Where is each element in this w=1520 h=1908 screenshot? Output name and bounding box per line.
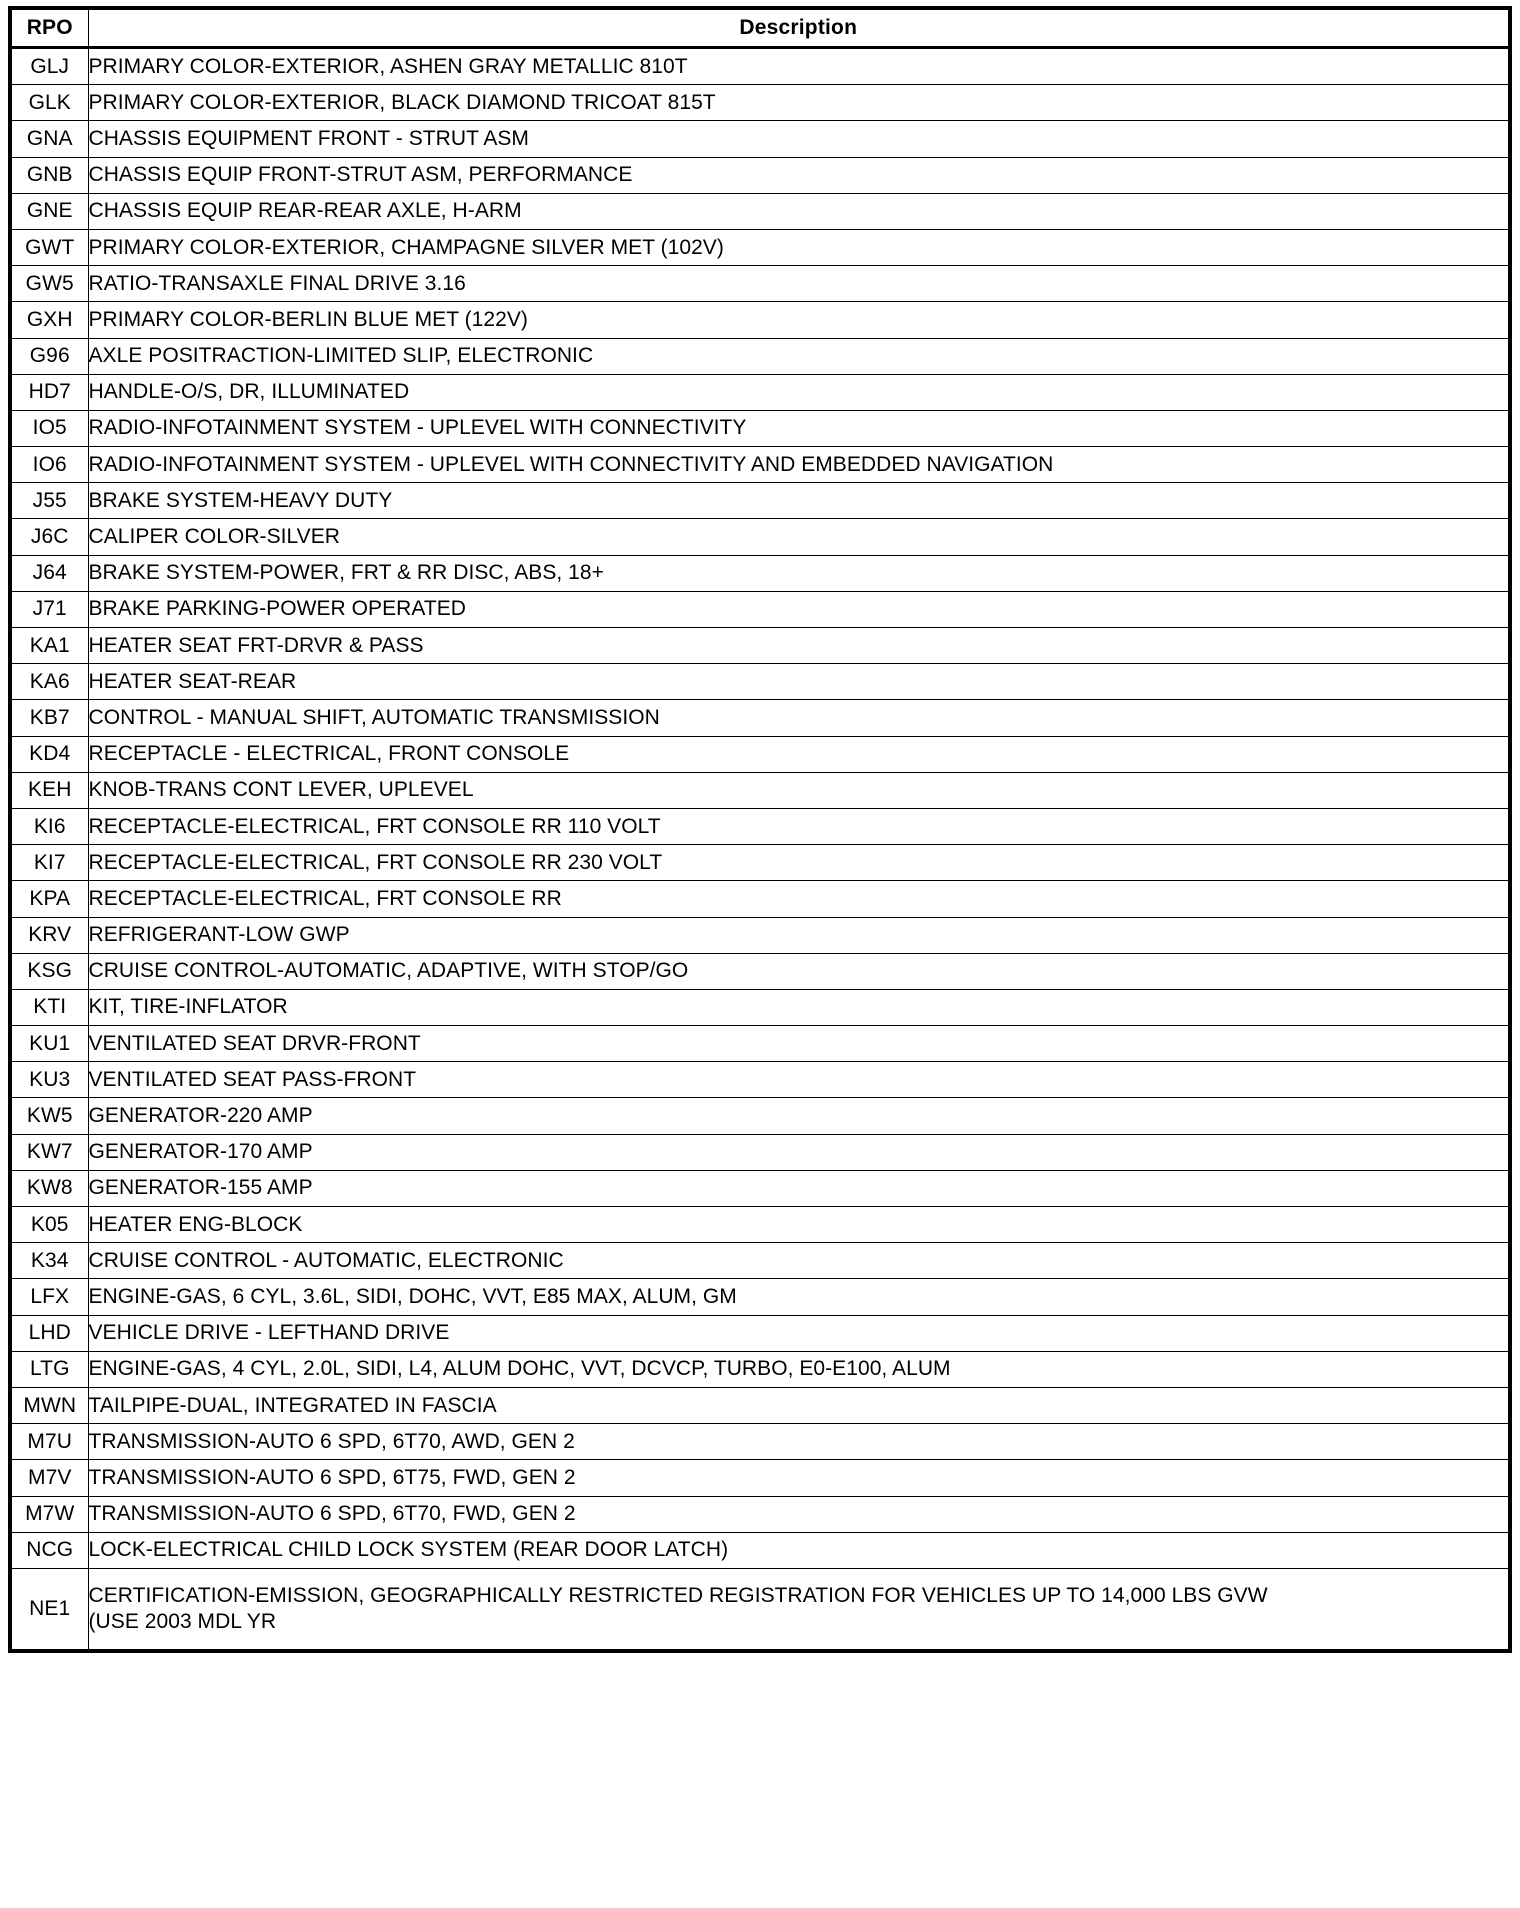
cell-description: RADIO-INFOTAINMENT SYSTEM - UPLEVEL WITH CONNECTIVITY bbox=[88, 410, 1510, 446]
table-row bbox=[10, 628, 1510, 664]
cell-rpo-code: KSG bbox=[10, 953, 88, 989]
cell-rpo-code: KW5 bbox=[10, 1098, 88, 1134]
cell-rpo-code: KW7 bbox=[10, 1134, 88, 1170]
cell-rpo-code: J6C bbox=[10, 519, 88, 555]
cell-rpo-code: KA1 bbox=[10, 628, 88, 664]
cell-rpo-code: HD7 bbox=[10, 374, 88, 410]
cell-rpo-code: J71 bbox=[10, 591, 88, 627]
table-row bbox=[10, 1532, 1510, 1568]
cell-description: BRAKE PARKING-POWER OPERATED bbox=[88, 591, 1510, 627]
table-row bbox=[10, 772, 1510, 808]
table-row bbox=[10, 302, 1510, 338]
cell-rpo-code: LTG bbox=[10, 1351, 88, 1387]
cell-rpo-code: IO6 bbox=[10, 447, 88, 483]
cell-rpo-code: NCG bbox=[10, 1532, 88, 1568]
cell-rpo-code: K05 bbox=[10, 1207, 88, 1243]
cell-description: HEATER SEAT FRT-DRVR & PASS bbox=[88, 628, 1510, 664]
table-row bbox=[10, 1098, 1510, 1134]
cell-description: CHASSIS EQUIPMENT FRONT - STRUT ASM bbox=[88, 121, 1510, 157]
cell-description: RECEPTACLE-ELECTRICAL, FRT CONSOLE RR 110 VOLT bbox=[88, 808, 1510, 844]
table-row bbox=[10, 229, 1510, 265]
cell-rpo-code: G96 bbox=[10, 338, 88, 374]
cell-description: GENERATOR-155 AMP bbox=[88, 1170, 1510, 1206]
cell-description: BRAKE SYSTEM-POWER, FRT & RR DISC, ABS, 18+ bbox=[88, 555, 1510, 591]
cell-description: CRUISE CONTROL - AUTOMATIC, ELECTRONIC bbox=[88, 1243, 1510, 1279]
cell-description: LOCK-ELECTRICAL CHILD LOCK SYSTEM (REAR DOOR LATCH) bbox=[88, 1532, 1510, 1568]
table-row bbox=[10, 808, 1510, 844]
table-row bbox=[10, 48, 1510, 85]
table-row bbox=[10, 736, 1510, 772]
cell-rpo-code: KW8 bbox=[10, 1170, 88, 1206]
cell-rpo-code: KB7 bbox=[10, 700, 88, 736]
table-row bbox=[10, 374, 1510, 410]
cell-rpo-code: J55 bbox=[10, 483, 88, 519]
cell-rpo-code: KI7 bbox=[10, 845, 88, 881]
table-row bbox=[10, 410, 1510, 446]
table-row bbox=[10, 917, 1510, 953]
table-row bbox=[10, 338, 1510, 374]
cell-description: PRIMARY COLOR-EXTERIOR, CHAMPAGNE SILVER MET (102V) bbox=[88, 229, 1510, 265]
cell-description: AXLE POSITRACTION-LIMITED SLIP, ELECTRONIC bbox=[88, 338, 1510, 374]
cell-description: VENTILATED SEAT DRVR-FRONT bbox=[88, 1026, 1510, 1062]
table-row bbox=[10, 1387, 1510, 1423]
table-header bbox=[10, 8, 1510, 48]
table-row bbox=[10, 85, 1510, 121]
table-row bbox=[10, 483, 1510, 519]
table-row bbox=[10, 157, 1510, 193]
cell-description: CHASSIS EQUIP FRONT-STRUT ASM, PERFORMANCE bbox=[88, 157, 1510, 193]
table-row bbox=[10, 1243, 1510, 1279]
table-row bbox=[10, 266, 1510, 302]
cell-rpo-code: GNB bbox=[10, 157, 88, 193]
table-row bbox=[10, 1134, 1510, 1170]
cell-description: REFRIGERANT-LOW GWP bbox=[88, 917, 1510, 953]
cell-rpo-code: GWT bbox=[10, 229, 88, 265]
cell-rpo-code: K34 bbox=[10, 1243, 88, 1279]
cell-description: ENGINE-GAS, 6 CYL, 3.6L, SIDI, DOHC, VVT, E85 MAX, ALUM, GM bbox=[88, 1279, 1510, 1315]
cell-rpo-code: NE1 bbox=[10, 1568, 88, 1651]
cell-rpo-code: KPA bbox=[10, 881, 88, 917]
table-row bbox=[10, 1207, 1510, 1243]
column-header-rpo: RPO bbox=[10, 8, 88, 48]
cell-rpo-code: J64 bbox=[10, 555, 88, 591]
cell-description: HANDLE-O/S, DR, ILLUMINATED bbox=[88, 374, 1510, 410]
cell-description: GENERATOR-170 AMP bbox=[88, 1134, 1510, 1170]
table-row bbox=[10, 121, 1510, 157]
cell-rpo-code: MWN bbox=[10, 1387, 88, 1423]
table-header-row bbox=[10, 8, 1510, 48]
cell-rpo-code: KTI bbox=[10, 989, 88, 1025]
cell-description: CRUISE CONTROL-AUTOMATIC, ADAPTIVE, WITH STOP/GO bbox=[88, 953, 1510, 989]
table-row bbox=[10, 1424, 1510, 1460]
cell-description: KIT, TIRE-INFLATOR bbox=[88, 989, 1510, 1025]
table-row bbox=[10, 1351, 1510, 1387]
cell-description: TAILPIPE-DUAL, INTEGRATED IN FASCIA bbox=[88, 1387, 1510, 1423]
cell-description: RECEPTACLE-ELECTRICAL, FRT CONSOLE RR 230 VOLT bbox=[88, 845, 1510, 881]
table-row bbox=[10, 1026, 1510, 1062]
table-row bbox=[10, 519, 1510, 555]
table-row bbox=[10, 555, 1510, 591]
cell-rpo-code: M7U bbox=[10, 1424, 88, 1460]
cell-rpo-code: IO5 bbox=[10, 410, 88, 446]
cell-rpo-code: GLK bbox=[10, 85, 88, 121]
cell-description-line: (USE 2003 MDL YR bbox=[88, 1609, 277, 1633]
table-body bbox=[10, 48, 1510, 1651]
cell-description: GENERATOR-220 AMP bbox=[88, 1098, 1510, 1134]
cell-description: VEHICLE DRIVE - LEFTHAND DRIVE bbox=[88, 1315, 1510, 1351]
table-row bbox=[10, 1315, 1510, 1351]
cell-description bbox=[88, 1568, 1510, 1651]
table-row bbox=[10, 845, 1510, 881]
cell-rpo-code: GNA bbox=[10, 121, 88, 157]
cell-description: RADIO-INFOTAINMENT SYSTEM - UPLEVEL WITH CONNECTIVITY AND EMBEDDED NAVIGATION bbox=[88, 447, 1510, 483]
rpo-code-table bbox=[8, 6, 1512, 1653]
cell-rpo-code: GNE bbox=[10, 193, 88, 229]
cell-rpo-code: GLJ bbox=[10, 48, 88, 85]
table-row bbox=[10, 700, 1510, 736]
cell-rpo-code: KA6 bbox=[10, 664, 88, 700]
cell-description: CALIPER COLOR-SILVER bbox=[88, 519, 1510, 555]
table-row bbox=[10, 953, 1510, 989]
cell-description: RATIO-TRANSAXLE FINAL DRIVE 3.16 bbox=[88, 266, 1510, 302]
cell-rpo-code: KRV bbox=[10, 917, 88, 953]
cell-description: TRANSMISSION-AUTO 6 SPD, 6T70, AWD, GEN 2 bbox=[88, 1424, 1510, 1460]
table-row bbox=[10, 193, 1510, 229]
cell-rpo-code: KU3 bbox=[10, 1062, 88, 1098]
table-row bbox=[10, 1460, 1510, 1496]
cell-rpo-code: M7V bbox=[10, 1460, 88, 1496]
cell-rpo-code: KD4 bbox=[10, 736, 88, 772]
cell-rpo-code: GW5 bbox=[10, 266, 88, 302]
table-row bbox=[10, 1568, 1510, 1651]
cell-description: TRANSMISSION-AUTO 6 SPD, 6T70, FWD, GEN 2 bbox=[88, 1496, 1510, 1532]
cell-description: PRIMARY COLOR-BERLIN BLUE MET (122V) bbox=[88, 302, 1510, 338]
table-row bbox=[10, 591, 1510, 627]
cell-rpo-code: M7W bbox=[10, 1496, 88, 1532]
cell-description: VENTILATED SEAT PASS-FRONT bbox=[88, 1062, 1510, 1098]
cell-description: RECEPTACLE - ELECTRICAL, FRONT CONSOLE bbox=[88, 736, 1510, 772]
table-row bbox=[10, 664, 1510, 700]
cell-description: RECEPTACLE-ELECTRICAL, FRT CONSOLE RR bbox=[88, 881, 1510, 917]
cell-description: BRAKE SYSTEM-HEAVY DUTY bbox=[88, 483, 1510, 519]
cell-rpo-code: KU1 bbox=[10, 1026, 88, 1062]
table-row bbox=[10, 1062, 1510, 1098]
cell-description: CONTROL - MANUAL SHIFT, AUTOMATIC TRANSMISSION bbox=[88, 700, 1510, 736]
table-row bbox=[10, 1170, 1510, 1206]
cell-rpo-code: KI6 bbox=[10, 808, 88, 844]
cell-description: HEATER ENG-BLOCK bbox=[88, 1207, 1510, 1243]
table-row bbox=[10, 1496, 1510, 1532]
cell-rpo-code: LHD bbox=[10, 1315, 88, 1351]
cell-description: TRANSMISSION-AUTO 6 SPD, 6T75, FWD, GEN 2 bbox=[88, 1460, 1510, 1496]
table-row bbox=[10, 447, 1510, 483]
cell-description: CHASSIS EQUIP REAR-REAR AXLE, H-ARM bbox=[88, 193, 1510, 229]
cell-description-line: CERTIFICATION-EMISSION, GEOGRAPHICALLY RESTRICTED REGISTRATION FOR VEHICLES UP TO 14,000 LBS GVW bbox=[88, 1583, 1268, 1607]
cell-rpo-code: GXH bbox=[10, 302, 88, 338]
cell-description: ENGINE-GAS, 4 CYL, 2.0L, SIDI, L4, ALUM DOHC, VVT, DCVCP, TURBO, E0-E100, ALUM bbox=[88, 1351, 1510, 1387]
table-row bbox=[10, 1279, 1510, 1315]
cell-description: KNOB-TRANS CONT LEVER, UPLEVEL bbox=[88, 772, 1510, 808]
table-row bbox=[10, 881, 1510, 917]
cell-rpo-code: KEH bbox=[10, 772, 88, 808]
cell-description: PRIMARY COLOR-EXTERIOR, ASHEN GRAY METALLIC 810T bbox=[88, 48, 1510, 85]
cell-description: HEATER SEAT-REAR bbox=[88, 664, 1510, 700]
cell-description: PRIMARY COLOR-EXTERIOR, BLACK DIAMOND TRICOAT 815T bbox=[88, 85, 1510, 121]
cell-rpo-code: LFX bbox=[10, 1279, 88, 1315]
column-header-description: Description bbox=[88, 8, 1510, 48]
table-row bbox=[10, 989, 1510, 1025]
